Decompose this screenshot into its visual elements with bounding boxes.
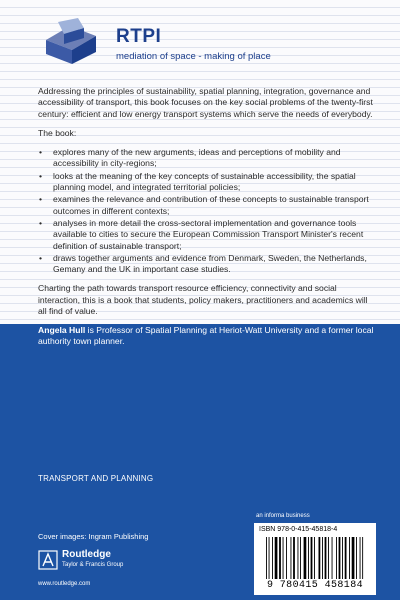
rtpi-logo-icon <box>40 18 108 66</box>
feature-list <box>38 147 378 275</box>
blurb <box>38 86 378 325</box>
barcode-icon <box>264 537 370 579</box>
informa-text: an informa business <box>256 513 310 519</box>
feature-item: • examines the relevance and contribution of these concepts to sustainable transport outcomes in different contexts; <box>38 194 378 217</box>
brand-title: RTPI <box>116 26 162 47</box>
publisher-name: Routledge <box>62 549 111 560</box>
cover-credit: Cover images: Ingram Publishing <box>38 532 149 541</box>
author-bio <box>38 325 383 348</box>
barcode-panel <box>254 523 376 595</box>
feature-item: • explores many of the new arguments, ideas and perceptions of mobility and accessibility in city-regions; <box>38 147 378 170</box>
isbn-text: ISBN 978-0-415-45818-4 <box>259 526 338 533</box>
book-label: The book: <box>38 127 77 138</box>
feature-item: • looks at the meaning of the key concepts of sustainable accessibility, the spatial planning model, and integrated territorial policies; <box>38 171 378 194</box>
feature-item: • analyses in more detail the cross-sectoral implementation and governance tools available to cities to secure the European Commission Transport Minister's recent definition of sustainable transport; <box>38 218 378 252</box>
brand-tagline: mediation of space - making of place <box>116 51 271 62</box>
barcode-digits: 9 780415 458184 <box>266 580 363 591</box>
intro-paragraph: Addressing the principles of sustainability, spatial planning, integration, governance and accessibility of transport, this book focuses on the key social problems of the twenty-first century: efficient and low energy transport systems which serve the needs of everybody. <box>38 86 373 119</box>
author-name: Angela Hull <box>38 325 86 335</box>
publisher-website: www.routledge.com <box>38 581 91 587</box>
publisher-group: Taylor & Francis Group <box>62 562 124 568</box>
series-title: TRANSPORT AND PLANNING <box>38 474 154 483</box>
feature-item: • draws together arguments and evidence from Denmark, Sweden, the Netherlands, Gemany and the UK in important case studies. <box>38 253 378 276</box>
closing-paragraph: Charting the path towards transport resource efficiency, connectivity and social interaction, this is a book that students, policy makers, practitioners and academics will all find of value. <box>38 283 368 317</box>
routledge-logo-icon <box>38 550 58 570</box>
author-bio-text: is Professor of Spatial Planning at Heriot-Watt University and a former local authority town planner. <box>38 325 374 347</box>
